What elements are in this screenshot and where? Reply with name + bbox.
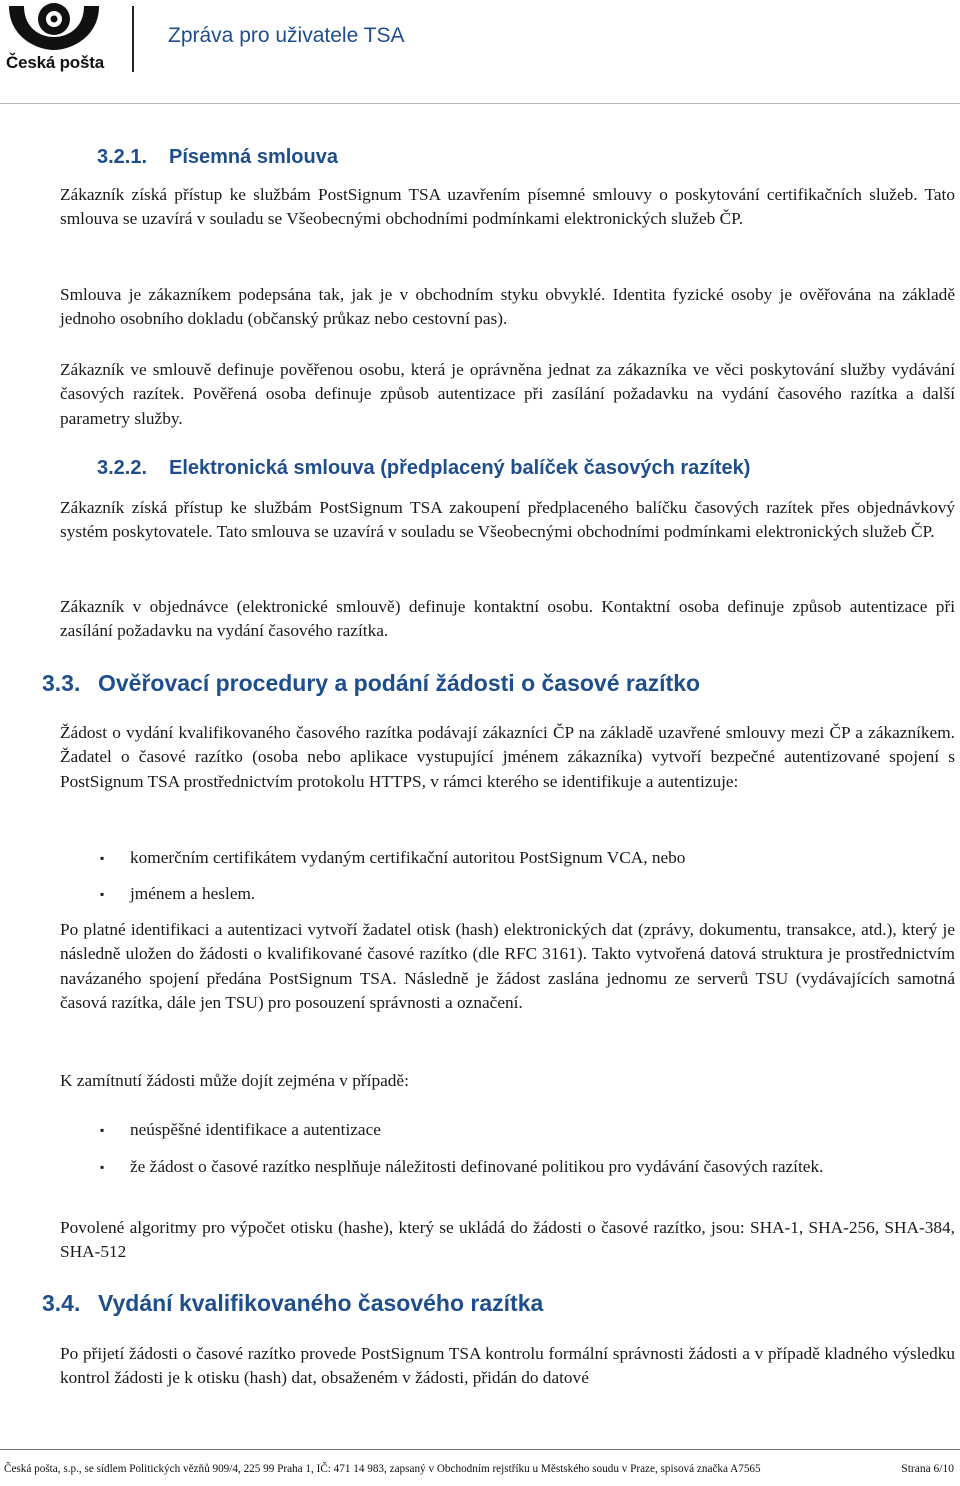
footer-company-info: Česká pošta, s.p., se sídlem Politických vězňů 909/4, 225 99 Praha 1, IČ: 471 14 983, zapsaný v Obchodním rejstříku u Městského soudu v Praze, spisová značka A7565 bbox=[4, 1463, 761, 1475]
bullet-mark: ▪ bbox=[100, 1160, 105, 1174]
ceska-posta-logo bbox=[4, 2, 104, 74]
paragraph: Zákazník získá přístup ke službám PostSignum TSA uzavřením písemné smlouvy o poskytování certifikačních služeb. Tato smlouva se uzavírá v souladu se Všeobecnými obchodními podmínkami elektronických služeb ČP. bbox=[60, 185, 955, 229]
document-title: Zpráva pro uživatele TSA bbox=[168, 24, 405, 47]
list-item-text: že žádost o časové razítko nesplňuje náležitosti definované politikou pro vydávání časových razítek. bbox=[130, 1157, 824, 1176]
section-number: 3.4. bbox=[42, 1290, 81, 1316]
paragraph: Žádost o vydání kvalifikovaného časového razítka podávají zákazníci ČP na základě uzavřené smlouvy mezi ČP a zákazníkem. Žadatel o časové razítko (osoba nebo aplikace vystupující jménem zákazníka) vytvoří bezpečné autentizované spojení s PostSignum TSA prostřednictvím protokolu HTTPS, v rámci kterého se identifikuje a autentizuje: bbox=[60, 723, 955, 791]
post-horn-icon bbox=[4, 2, 104, 52]
paragraph: Smlouva je zákazníkem podepsána tak, jak je v obchodním styku obvyklé. Identita fyzické osoby je ověřována na základě jednoho osobního dokladu (občanský průkaz nebo cestovní pas). bbox=[60, 285, 955, 329]
list-item-text: neúspěšné identifikace a autentizace bbox=[130, 1120, 381, 1139]
section-title: Ověřovací procedury a podání žádosti o časové razítko bbox=[98, 670, 701, 696]
page-header bbox=[0, 0, 960, 104]
paragraph: Zákazník ve smlouvě definuje pověřenou osobu, která je oprávněna jednat za zákazníka ve věci poskytování služby vydávání časových razítek. Pověřená osoba definuje způsob autentizace při zasílání požadavku na vydání časového razítka a další parametry služby. bbox=[60, 360, 955, 428]
header-separator bbox=[132, 6, 134, 72]
section-number: 3.2.2. bbox=[97, 457, 148, 479]
paragraph: Povolené algoritmy pro výpočet otisku (hashe), který se ukládá do žádosti o časové razítko, jsou: SHA-1, SHA-256, SHA-384, SHA-512 bbox=[60, 1218, 955, 1262]
footer-rule bbox=[0, 1449, 960, 1450]
logo-wordmark: Česká pošta bbox=[6, 53, 104, 72]
section-number: 3.2.1. bbox=[97, 146, 148, 168]
bullet-mark: ▪ bbox=[100, 851, 105, 865]
header-rule bbox=[0, 103, 960, 104]
bullet-mark: ▪ bbox=[100, 1123, 105, 1137]
page-number: Strana 6/10 bbox=[901, 1463, 954, 1475]
section-heading-3-2-1 bbox=[97, 146, 338, 169]
paragraph: Zákazník získá přístup ke službám PostSignum TSA zakoupení předplaceného balíčku časových razítek přes objednávkový systém poskytovatele. Tato smlouva se uzavírá v souladu se Všeobecnými obchodními podmínkami elektronických služeb ČP. bbox=[60, 498, 955, 542]
bullet-mark: ▪ bbox=[100, 887, 105, 901]
list-item-text: jménem a heslem. bbox=[130, 884, 256, 903]
section-title: Písemná smlouva bbox=[169, 146, 338, 168]
section-heading-3-2-2 bbox=[97, 457, 750, 480]
section-title: Elektronická smlouva (předplacený balíček časových razítek) bbox=[169, 457, 751, 479]
section-number: 3.3. bbox=[42, 670, 81, 696]
section-heading-3-3 bbox=[42, 670, 700, 697]
list-item-text: komerčním certifikátem vydaným certifikační autoritou PostSignum VCA, nebo bbox=[130, 848, 686, 867]
paragraph: K zamítnutí žádosti může dojít zejména v případě: bbox=[60, 1071, 409, 1090]
paragraph: Po přijetí žádosti o časové razítko provede PostSignum TSA kontrolu formální správnosti žádosti a v případě kladného výsledku kontrol žádosti je k otisku (hash) dat, obsaženém v žádosti, přidán do datové bbox=[60, 1344, 955, 1388]
paragraph: Zákazník v objednávce (elektronické smlouvě) definuje kontaktní osobu. Kontaktní osoba definuje způsob autentizace při zasílání požadavku na vydání časového razítka. bbox=[60, 597, 955, 641]
section-heading-3-4 bbox=[42, 1290, 543, 1317]
section-title: Vydání kvalifikovaného časového razítka bbox=[98, 1290, 544, 1316]
paragraph: Po platné identifikaci a autentizaci vytvoří žadatel otisk (hash) elektronických dat (zprávy, dokumentu, transakce, atd.), který je následně uložen do žádosti o kvalifikované časové razítko (dle RFC 3161). Takto vytvořená datová struktura je prostřednictvím navázaného spojení předána PostSignum TSA. Následně je žádost zaslána jednomu ze serverů TSU (vydávajících samotná časová razítka, dále jen TSU) pro posouzení správnosti a označení. bbox=[60, 920, 955, 1012]
